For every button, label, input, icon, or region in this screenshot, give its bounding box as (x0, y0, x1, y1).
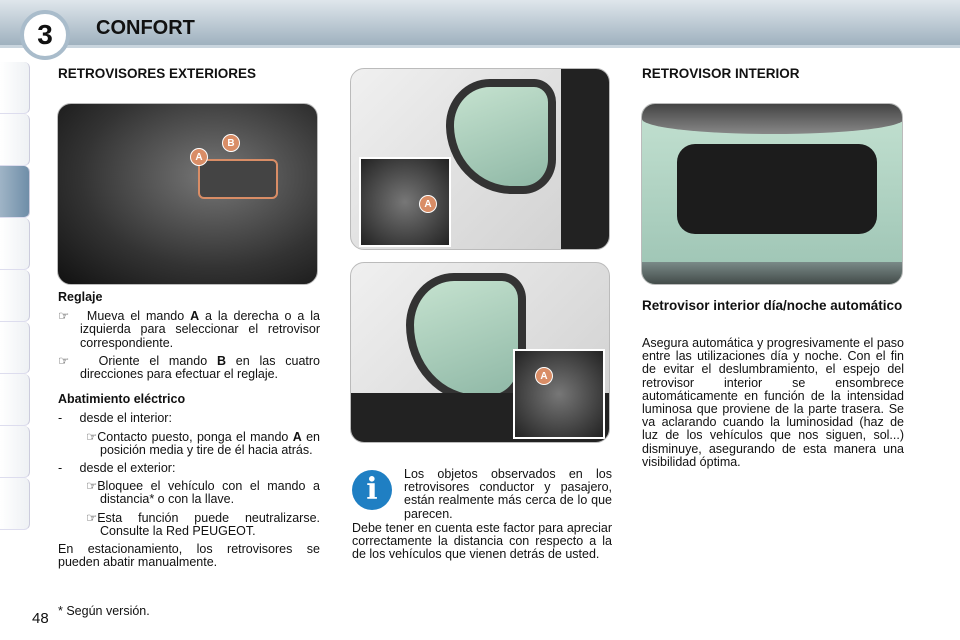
reglaje-item: ☞ Mueva el mando A a la derecha o a la izquierda para seleccionar el retrovisor correspondiente. (58, 309, 320, 350)
exterior-mirror-image-2 (350, 262, 610, 443)
chapter-tab[interactable] (0, 322, 30, 374)
chapter-header (0, 0, 960, 48)
chapter-tab[interactable] (0, 478, 30, 530)
mirror-glass (406, 273, 526, 403)
footnote: * Según versión. (58, 604, 150, 618)
parking-text: En estacionamiento, los retrovisores se pueden abatir manualmente. (58, 542, 320, 570)
door-controls-image (57, 103, 318, 285)
interior-subheading: Retrovisor interior día/noche automático (642, 298, 903, 313)
interior-label: - desde el interior: (58, 411, 172, 426)
chapter-title: CONFORT (96, 17, 195, 39)
label-a: A (535, 367, 553, 385)
chapter-tab[interactable] (0, 218, 30, 270)
chapter-tab[interactable] (0, 374, 30, 426)
mirror-glass (446, 79, 556, 194)
page-number: 48 (32, 610, 49, 627)
abatimiento-title: Abatimiento eléctrico (58, 392, 186, 407)
interior-item: ☞Contacto puesto, ponga el mando A en posición media y tire de él hacia atrás. (86, 429, 320, 457)
section-heading-interior: RETROVISOR INTERIOR (642, 66, 800, 81)
left-text (58, 291, 320, 569)
reglaje-title: Reglaje (58, 290, 103, 304)
interior-mirror-image (641, 103, 903, 285)
exterior-mirror-image-1 (350, 68, 610, 250)
info-text: Los objetos observados en los retrovisores conductor y pasajero, están realmente más cerca de lo que parecen. (404, 467, 612, 521)
section-heading-exterior: RETROVISORES EXTERIORES (58, 66, 257, 81)
door-frame (561, 69, 610, 250)
chapter-tab[interactable] (0, 114, 30, 166)
dashboard (642, 262, 903, 285)
info-icon: i (352, 470, 392, 510)
interior-paragraph: Asegura automática y progresivamente el paso entre las utilizaciones día y noche. Con el fin de evitar el deslumbramiento, el espejo del retrovisor interior se ensombrece automáticamente en función de la intensidad luminosa que proviene de la parte trasera. Se va aclarando cuando la luminosidad (haz de luz de los vehículos que nos siguen, sol...) disminuye, asegurando de esta manera una visibilidad óptima. (642, 336, 904, 469)
chapter-tab[interactable] (0, 62, 30, 114)
control-inset (513, 349, 605, 439)
chapter-tab[interactable] (0, 270, 30, 322)
rear-view-mirror (677, 144, 877, 234)
control-inset (359, 157, 451, 247)
info-text-2: Debe tener en cuenta este factor para apreciar correctamente la distancia con respecto a la de los vehículos que vienen detrás de usted. (352, 521, 612, 562)
exterior-label: - desde el exterior: (58, 461, 176, 476)
exterior-item: ☞Esta función puede neutralizarse. Consulte la Red PEUGEOT. (86, 510, 320, 538)
exterior-item: ☞Bloquee el vehículo con el mando a distancia* o con la llave. (86, 479, 320, 507)
roof-lining (642, 104, 903, 134)
chapter-tabs (0, 62, 30, 530)
chapter-tab[interactable] (0, 426, 30, 478)
reglaje-item: ☞ Oriente el mando B en las cuatro direcciones para efectuar el reglaje. (58, 353, 321, 382)
label-a: A (190, 148, 208, 166)
label-b: B (222, 134, 240, 152)
mirror-control-panel (198, 159, 278, 199)
chapter-number: 3 (20, 10, 70, 60)
chapter-tab-active[interactable] (0, 166, 30, 218)
label-a: A (419, 195, 437, 213)
